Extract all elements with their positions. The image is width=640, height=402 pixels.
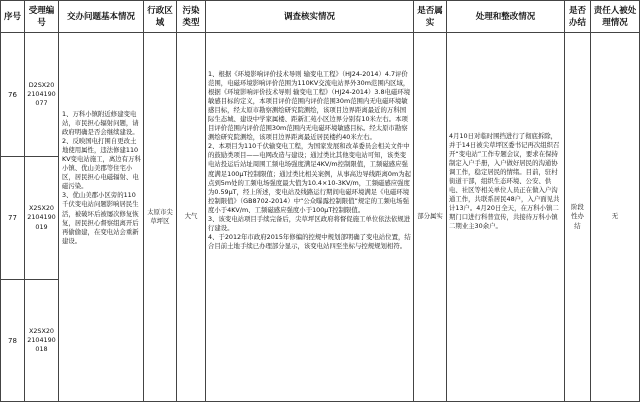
row-76-code: D2SX202104190077 <box>27 80 56 108</box>
row-78-code: X2SX202104190018 <box>27 326 56 354</box>
pollution-type-cell: 大气 <box>184 212 198 221</box>
closure-cell: 阶段性办结 <box>571 203 584 230</box>
handling-details: 4月10日对临时围挡进行了彻底拆除，并于14日被尖草坪区委书记再次组织召开“变电站”工作专题会议，要求在保持制定入户手册，入户做好居民的沟通协调工作，稳定居民的情绪。目前，驻村街道干部，组织生态环境、公安、供电、社区等相关单位人员正在做入户沟通工作，共联系居民48户，入户面见共计13户。4月20日全天，在万科小镇二期门口进行科普宣传，共接待万科小镇二期业主30余户。 <box>449 132 560 231</box>
col-line-7 <box>446 0 447 402</box>
header-code: 受理编号 <box>28 5 55 28</box>
header-verify: 调查核实情况 <box>283 11 335 22</box>
verification-details: 1、根据《环境影响评价技术导则 输变电工程》（HJ24-2014）4.7评价范围，电磁环境影响评价范围为110KV交流电站界外30m范围内区域，根据《环境影响评价技术导则 输变电工程》（HJ24-2014）3.8电磁环境敏感目标的定义，本项目评价范围内评价范围30m范围内无电磁环境敏感目标，经太原市勘察测绘研究院测绘，该项目边界距离最近的万科国际生态城、建设中学家属楼、距新汇苑小区边界分别有10米左右。本项目评价范围内评价范围30m范围内无电磁环境敏感目标。经太原市勘察测绘研究院测绘，该项目边界距离最近居民楼约40米左右。 2、本项目为110千伏输变电工程，为国家发展和改革委员会相关文件中的鼓励类项目——电网改造与建设；通过类比其他变电站可知，该类变电站投运后站址周围工频电场强度满足4KV/m控制限值，工频磁感应强度满足100μT控制限值；通过类比相关案例，从事高边导线距离0m为起点到5m处的工频电场强度最大值为10.4×10-3KV/m，工频磁感应强度为0.59μT，经上所述，变电站及线路运行期间电磁环境满足《电磁环境控制限值》（GB8702-2014）中“公众曝露控制限值”规定的工频电场强度小于4KV/m、工频磁感应强度小于100μT控制限值。 3、该变电站项目手续完备后，尖草坪区政府将督促施工单位依法依规进行建设。 4、于2012年市政府2015年修编的控规中规划部明确了变电站位置，结合目前土地手续已办理部分显示，该变电站四至坐标与控规规划相符。 <box>208 70 411 250</box>
row-77-seq: 77 <box>8 214 17 222</box>
header-issue: 交办问题基本情况 <box>66 11 135 22</box>
header-divider <box>0 32 640 33</box>
row-77-code: X2SX202104190019 <box>27 204 56 231</box>
truth-cell: 部分属实 <box>417 212 443 221</box>
header-seq: 序号 <box>3 11 21 22</box>
header-true: 是否属实 <box>417 5 443 28</box>
header-responsible: 责任人被处理情况 <box>593 5 637 28</box>
header-region: 行政区域 <box>147 5 173 28</box>
header-type: 污染类型 <box>182 5 200 28</box>
responsible-cell: 无 <box>611 212 619 221</box>
col-line-2 <box>58 0 59 402</box>
row-78-seq: 78 <box>8 336 17 345</box>
col-line-5 <box>205 0 206 402</box>
row-76-seq: 76 <box>8 90 17 99</box>
header-closed: 是否办结 <box>568 5 586 28</box>
issue-description: 1、万科小镇附近修建变电站，市民担心辐射问题，请政府明确是否会继续建设。 2、反映国电打围自更改土地使用属性，违法修建110KV变电站施工，离边有万科小镇、优山美郡等住宅小区，居民担心电磁辐射、电磁污染。 3、优山美郡小区旁的110千伏变电站问题影响居民生活，被破坏后被屡次修复恢复，居民担心督察组离开后再偷偷建，在变电站会重新建设。 <box>62 110 141 245</box>
header-handle: 处理和整改情况 <box>475 11 536 22</box>
region-cell: 太原市尖草坪区 <box>147 207 173 225</box>
